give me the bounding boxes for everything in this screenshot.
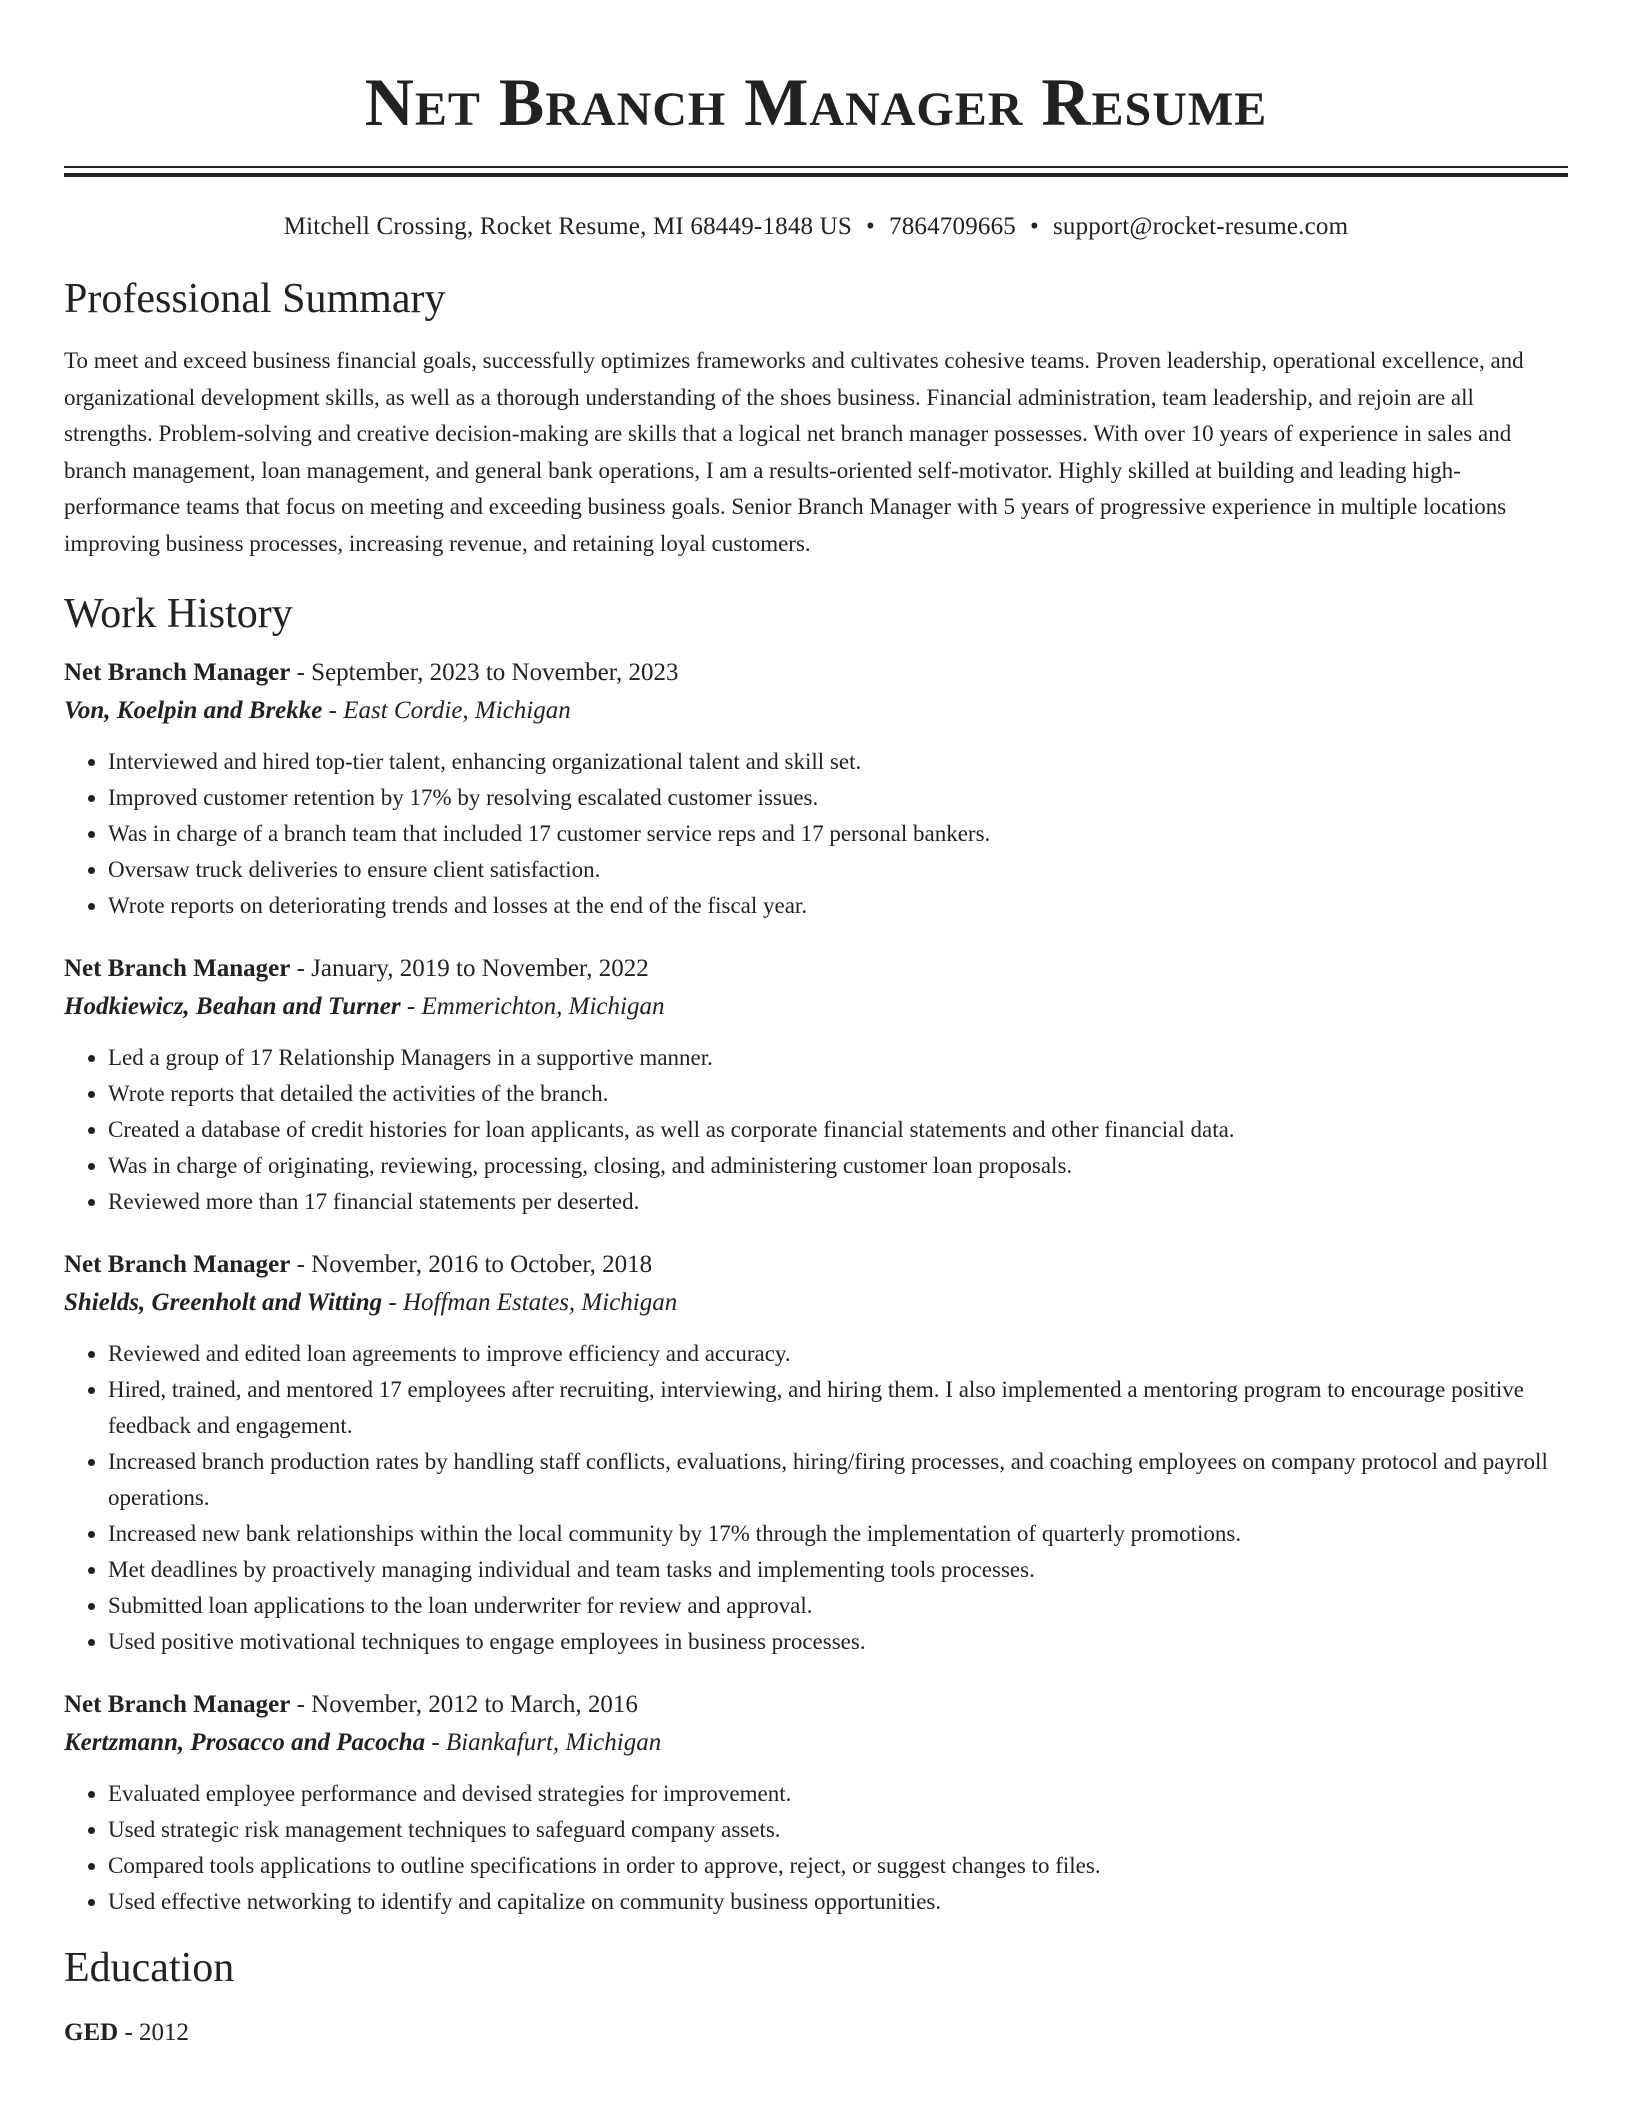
dash: - [290,1251,312,1278]
job-title: Net Branch Manager [64,1691,291,1718]
contact-phone: 7864709665 [889,213,1016,240]
list-item: • Oversaw truck deliveries to ensure client satisfaction. [108,852,1568,888]
contact-separator: • [866,213,875,240]
contact-separator: • [1030,213,1039,240]
education-entry [64,2014,1568,2052]
list-item: • Wrote reports that detailed the activities of the branch. [108,1076,1568,1112]
company-name: Kertzmann, Prosacco and Pacocha [64,1729,426,1756]
list-item: • Led a group of 17 Relationship Managers in a supportive manner. [108,1040,1568,1076]
job-dates: September, 2023 to November, 2023 [311,659,679,686]
contact-line [64,211,1568,243]
list-item: • Was in charge of originating, reviewing, processing, closing, and administering customer loan proposals. [108,1148,1568,1184]
contact-address: Mitchell Crossing, Rocket Resume, MI 68449-1848 US [283,213,853,240]
list-item: • Reviewed more than 17 financial statements per deserted. [108,1184,1568,1220]
job-entry [64,1246,1568,1660]
title-divider [64,166,1568,177]
list-item: • Interviewed and hired top-tier talent, enhancing organizational talent and skill set. [108,744,1568,780]
dash: - [118,2019,140,2046]
list-item: • Evaluated employee performance and devised strategies for improvement. [108,1776,1568,1812]
company-location: Hoffman Estates, Michigan [402,1289,678,1316]
list-item: • Hired, trained, and mentored 17 employees after recruiting, interviewing, and hiring them. I also implemented a mentoring program to encourage positive feedback and engagement. [108,1372,1568,1444]
job-title-line [64,1246,1568,1284]
list-item: • Used strategic risk management techniques to safeguard company assets. [108,1812,1568,1848]
company-name: Hodkiewicz, Beahan and Turner [64,993,401,1020]
list-item: • Improved customer retention by 17% by resolving escalated customer issues. [108,780,1568,816]
job-title: Net Branch Manager [64,659,291,686]
company-name: Von, Koelpin and Brekke [64,697,323,724]
list-item: • Compared tools applications to outline specifications in order to approve, reject, or suggest changes to files. [108,1848,1568,1884]
degree: GED [64,2019,119,2046]
list-item: • Reviewed and edited loan agreements to improve efficiency and accuracy. [108,1336,1568,1372]
job-title-line [64,654,1568,692]
job-title: Net Branch Manager [64,955,291,982]
dash: - [400,993,422,1020]
list-item: • Used effective networking to identify and capitalize on community business opportunities. [108,1884,1568,1920]
summary-text: To meet and exceed business financial goals, successfully optimizes frameworks and cultivates cohesive teams. Proven leadership, operational excellence, and organizational development skills, as well as a thorough understanding of the shoes business. Financial administration, team leadership, and rejoin are all strengths. Problem-solving and creative decision-making are skills that a logical net branch manager possesses. With over 10 years of experience in sales and branch management, loan management, and general bank operations, I am a results-oriented self-motivator. Highly skilled at building and leading high-performance teams that focus on meeting and exceeding business goals. Senior Branch Manager with 5 years of progressive experience in multiple locations improving business processes, increasing revenue, and retaining loyal customers. [64,348,1524,556]
job-dates: November, 2016 to October, 2018 [311,1251,653,1278]
page-title: Net Branch Manager Resume [364,64,1268,140]
list-item: • Met deadlines by proactively managing individual and team tasks and implementing tools processes. [108,1552,1568,1588]
list-item: • Increased branch production rates by handling staff conflicts, evaluations, hiring/firing processes, and coaching employees on company protocol and payroll operations. [108,1444,1568,1516]
work-history-heading: Work History [64,591,293,637]
job-bullets [64,1776,1568,1920]
job-bullets [64,1336,1568,1660]
list-item: • Used positive motivational techniques to engage employees in business processes. [108,1624,1568,1660]
job-title-line [64,950,1568,988]
job-entry [64,654,1568,924]
company-line [64,1284,1568,1322]
company-location: Emmerichton, Michigan [421,993,665,1020]
job-title-line [64,1686,1568,1724]
job-bullets [64,1040,1568,1220]
list-item: • Was in charge of a branch team that included 17 customer service reps and 17 personal bankers. [108,816,1568,852]
job-bullets [64,744,1568,924]
contact-email: support@rocket-resume.com [1052,213,1349,240]
dash: - [290,1691,312,1718]
company-location: East Cordie, Michigan [343,697,571,724]
company-line [64,1724,1568,1762]
list-item: • Wrote reports on deteriorating trends and losses at the end of the fiscal year. [108,888,1568,924]
job-entry [64,1686,1568,1920]
dash: - [322,697,344,724]
list-item: • Submitted loan applications to the loan underwriter for review and approval. [108,1588,1568,1624]
job-entry [64,950,1568,1220]
summary-heading: Professional Summary [64,276,446,322]
list-item: • Increased new bank relationships within the local community by 17% through the implementation of quarterly promotions. [108,1516,1568,1552]
company-name: Shields, Greenholt and Witting [64,1289,383,1316]
education-year: 2012 [139,2019,190,2046]
job-title: Net Branch Manager [64,1251,291,1278]
education-heading: Education [64,1945,235,1991]
dash: - [290,955,312,982]
job-dates: January, 2019 to November, 2022 [311,955,649,982]
list-item: • Created a database of credit histories for loan applicants, as well as corporate financial statements and other financial data. [108,1112,1568,1148]
job-dates: November, 2012 to March, 2016 [311,1691,638,1718]
company-line [64,692,1568,730]
company-location: Biankafurt, Michigan [445,1729,662,1756]
company-line [64,988,1568,1026]
dash: - [382,1289,403,1316]
dash: - [290,659,312,686]
dash: - [425,1729,446,1756]
